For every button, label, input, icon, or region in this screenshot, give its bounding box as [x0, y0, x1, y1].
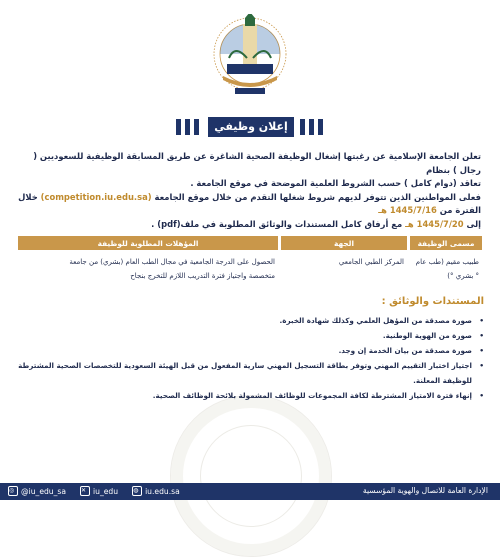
x-icon: ✕ [80, 486, 90, 496]
title-stripe [194, 119, 199, 135]
title-stripe [185, 119, 190, 135]
list-item: • صورة مصدقة من بيان الخدمة إن وجد. [14, 343, 484, 358]
list-item: • صورة مصدقة من المؤهل العلمي وكذلك شهادة الخبرة. [14, 313, 484, 328]
intro-line: تعلن الجامعة الإسلامية عن رغبتها إشغال الوظيفة الصحية الشاغرة عن طريق المسابقة الوظيفية للسعوديين ( رجال ) بنظام [33, 151, 481, 175]
table-row [18, 250, 482, 288]
twitter-link[interactable]: ✕ iu_edu [81, 486, 119, 496]
header-qualifications: المؤهلات المطلوبة للوظيفة [18, 236, 278, 250]
job-table [15, 236, 485, 288]
cell-department: المركز الطبي الجامعي [338, 258, 404, 266]
footer-links [8, 486, 180, 496]
documents-list [14, 313, 484, 403]
date-to: 1445/7/20 هـ [405, 218, 464, 229]
watermark-emblem-inner [200, 425, 302, 527]
header-department: الجهة [281, 236, 407, 250]
documents-title: المستندات والوثائق : [381, 296, 484, 307]
intro-line: إلى 1445/7/20 هـ مع أرفاق كامل المستندات والوثائق المطلوبة في ملف(pdf) . [151, 218, 481, 229]
instagram-link[interactable]: ◎ @iu_edu_sa [9, 486, 67, 496]
cell-qualifications: الحصول على الدرجة الجامعية في مجال الطب العام (بشري) من جامعة متخصصة واجتياز فترة التدريب اللازم للتخرج بنجاح [69, 258, 275, 280]
title-stripe [309, 119, 314, 135]
university-logo [207, 14, 293, 102]
website-link[interactable]: (competition.iu.edu.sa) [40, 191, 152, 202]
title-stripe [318, 119, 323, 135]
title-stripe [176, 119, 181, 135]
footer-bar [0, 483, 500, 500]
globe-icon: ◍ [132, 486, 142, 496]
footer-org: الإدارة العامة للاتصال والهوية المؤسسية [362, 486, 488, 495]
date-from: 1445/7/16 هـ [378, 205, 437, 216]
page-title: إعلان وظيفي [208, 117, 294, 137]
list-item: • اجتياز اختبار التقييم المهني وتوفر بطاقة التسجيل المهني سارية المفعول من قبل الهيئة السعودية للتخصصات الصحية المشترطة للوظيفة المعلنة. [14, 358, 484, 388]
intro-line: تعاقد (دوام كامل ) حسب الشروط العلمية الموضحة في موقع الجامعة . [190, 178, 481, 189]
instagram-icon: ◎ [8, 486, 18, 496]
cell-job-title: طبيب مقيم (طب عام ° بشري °) [415, 258, 479, 280]
announcement-text [17, 150, 481, 232]
title-stripe [300, 119, 305, 135]
intro-line: فعلى المواطنين الذين تتوفر لديهم شروط شغلها التقدم من خلال موقع الجامعة (competition.iu.edu.sa) خلال الفترة من 1445/7/16 هـ [18, 191, 481, 216]
header-job-title: مسمى الوظيفة [410, 236, 482, 250]
list-item: • صورة من الهوية الوطنية. [14, 328, 484, 343]
website-footer-link[interactable]: ◍ iu.edu.sa [133, 486, 180, 496]
list-item: • إنهاء فترة الامتياز المشترطة لكافة المجموعات للوظائف المشمولة بلائحة الوظائف الصحية. [14, 388, 484, 403]
